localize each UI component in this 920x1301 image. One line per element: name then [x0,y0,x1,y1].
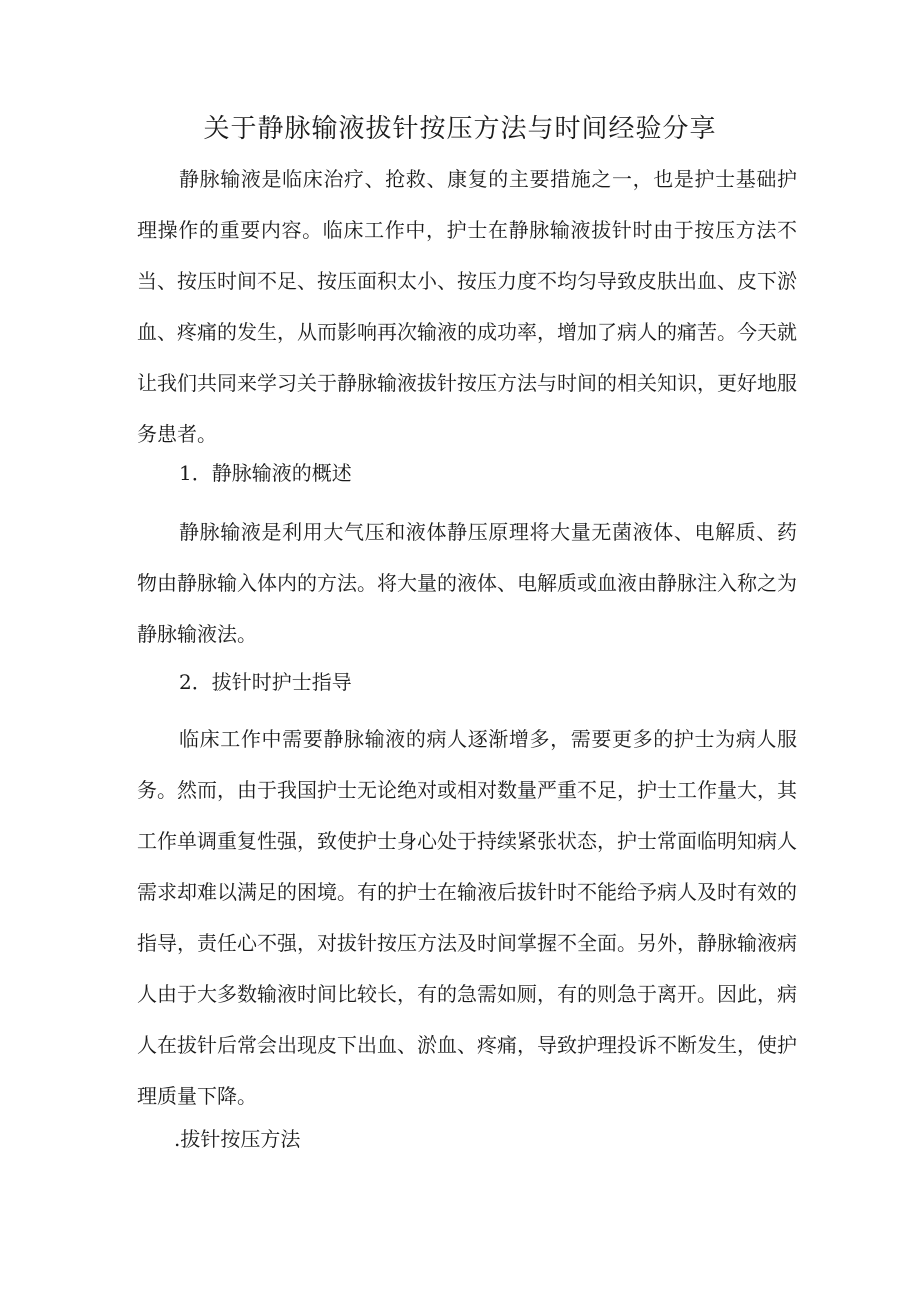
section-heading-overview: 1．静脉输液的概述 [179,461,352,485]
section-paragraph-nurse-guidance: 临床工作中需要静脉输液的病人逐渐增多，需要更多的护士为病人服务。然而，由于我国护士无论绝对或相对数量严重不足，护士工作量大，其工作单调重复性强，致使护士身心处于持续紧张状态，护士常面临明知病人需求却难以满足的困境。有的护士在输液后拔针时不能给予病人及时有效的指导，责任心不强，对拔针按压方法及时间掌握不全面。另外，静脉输液病人由于大多数输液时间比较长，有的急需如厕，有的则急于离开。因此，病人在拔针后常会出现皮下出血、淤血、疼痛，导致护理投诉不断发生，使护理质量下降。 [137,727,797,1108]
section-heading-press-method: .拔针按压方法 [174,1127,301,1151]
document-title: 关于静脉输液拔针按压方法与时间经验分享 [203,114,717,144]
section-paragraph-overview: 静脉输液是利用大气压和液体静压原理将大量无菌液体、电解质、药物由静脉输入体内的方法。将大量的液体、电解质或血液由静脉注入称之为静脉输液法。 [137,520,797,646]
section-heading-nurse-guidance: 2．拔针时护士指导 [179,670,352,694]
intro-paragraph: 静脉输液是临床治疗、抢救、康复的主要措施之一，也是护士基础护理操作的重要内容。临床工作中，护士在静脉输液拔针时由于按压方法不当、按压时间不足、按压面积太小、按压力度不均匀导致皮肤出血、皮下淤血、疼痛的发生，从而影响再次输液的成功率，增加了病人的痛苦。今天就让我们共同来学习关于静脉输液拔针按压方法与时间的相关知识，更好地服务患者。 [137,167,797,446]
